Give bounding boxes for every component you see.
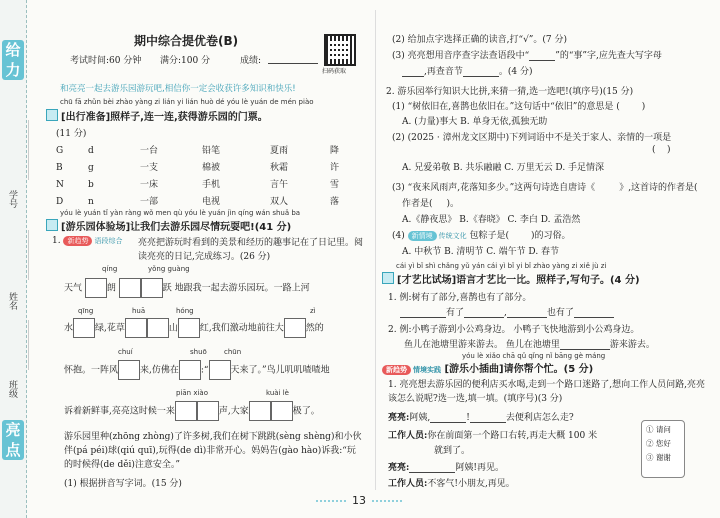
pinyin-item: qīng: [78, 307, 94, 315]
match-item[interactable]: 夏雨: [270, 146, 289, 156]
s3-2: 2. 例:小鸭子游到小公鸡身边。 小鸭子飞快地游到小公鸡身边。: [388, 325, 640, 335]
passage-text: 诉着新鲜事,亮亮这时候一来: [64, 406, 175, 417]
pinyin-item: shuō: [190, 348, 207, 356]
r-q3-line: [392, 48, 662, 61]
q1-text: 亮亮把游玩时看到的美景和经历的趣事记在了日记里。阅读亮亮的日记,完成练习。(26 分): [138, 238, 364, 262]
letter-item[interactable]: n: [88, 197, 94, 207]
char-box[interactable]: [178, 318, 200, 338]
char-box[interactable]: [179, 360, 201, 380]
q2-4-options: A. 中秋节 B. 清明节 C. 端午节 D. 春节: [402, 247, 560, 257]
qr-caption: 扫码获取: [322, 68, 347, 75]
q2-3-text-b: 》,这首诗的作者是(: [619, 183, 698, 193]
letters-left-col: [56, 143, 64, 211]
letter-item[interactable]: G: [56, 146, 64, 156]
s3-2-answer: [404, 337, 655, 350]
q1-line: [52, 236, 122, 246]
speaker: 亮亮:: [388, 413, 410, 423]
match-item[interactable]: 电视: [202, 197, 221, 207]
word-bank: [641, 420, 685, 478]
q2-3-options: A.《静夜思》 B.《春晓》 C. 李白 D. 孟浩然: [402, 215, 581, 225]
sec3-pinyin: cái yì bǐ shì chǎng yǔ yán cái yì bǐ yi bǐ zhào yàng zi xiě jù zi: [396, 262, 607, 270]
q2-4-badge-topic: 传统文化: [438, 232, 467, 240]
dialog-text: 不客气!小朋友,再见。: [427, 479, 515, 489]
passage-text: 来,仿佛在: [140, 365, 179, 376]
letter-item[interactable]: d: [88, 146, 94, 156]
gutter-line: [28, 320, 29, 370]
answer-blank[interactable]: [470, 422, 506, 423]
sec4-badge: 新趋势: [382, 365, 411, 375]
q2-2-paren[interactable]: ( ): [652, 145, 671, 155]
dialog-text: 你在前面第一个路口右转,再走大概 100 米: [427, 431, 598, 441]
s3-1: 1. 例:树有了部分,喜鹊也有了部分。: [388, 293, 532, 303]
word-bank-item: ① 请问: [646, 425, 671, 434]
match-item[interactable]: 双人: [270, 197, 289, 207]
passage-text: 然的: [305, 323, 324, 334]
char-box[interactable]: [197, 401, 219, 421]
char-box[interactable]: [85, 278, 107, 298]
sec4-badge-topic: 情境实践: [413, 366, 441, 374]
letters-right-col: [88, 143, 94, 211]
s3-2-text-c: 游来游去。: [609, 340, 655, 350]
sub-question-1: (1) 根据拼音写字词。(15 分): [64, 479, 182, 489]
dialog-text: 阿姨!再见。: [455, 463, 504, 473]
passage-text: 绿,花草: [95, 323, 125, 334]
column-divider: [375, 10, 376, 490]
word-bank-item: ② 您好: [646, 439, 671, 448]
passage-line-1: [64, 278, 310, 298]
char-box[interactable]: [175, 401, 197, 421]
q2-3-text-c: )。: [446, 199, 460, 209]
speaker: 工作人员:: [388, 431, 428, 441]
q2-4: [392, 228, 571, 241]
char-box[interactable]: [141, 278, 163, 298]
char-box[interactable]: [125, 318, 147, 338]
class-label: 班级: [7, 380, 17, 398]
sec1-heading: [46, 108, 268, 123]
letter-item[interactable]: B: [56, 163, 63, 173]
sec2-heading: [46, 218, 291, 233]
q2-3-text: (3) “夜来风雨声,花落知多少。”这两句诗选自唐诗《: [392, 183, 596, 193]
passage-line-2: [64, 318, 324, 338]
pinyin-item: kuài lè: [266, 389, 289, 397]
gutter-line: [28, 120, 29, 180]
passage-text: 山: [168, 323, 178, 334]
pinyin-item: hóng: [176, 307, 194, 315]
q2-1-text: (1) “树依旧在,喜鹊也依旧在。”这句话中“依旧”的意思是: [392, 102, 614, 112]
sec4-score: (5 分): [563, 364, 594, 375]
side-tab-top: 给力: [2, 40, 24, 80]
match-item[interactable]: 铅笔: [202, 146, 221, 156]
match-item[interactable]: 秋霜: [270, 163, 289, 173]
match-item[interactable]: 一床: [140, 180, 159, 190]
q2-4-badge: 新情境: [408, 231, 437, 241]
answer-blank[interactable]: [430, 422, 466, 423]
passage-text: :“: [200, 365, 209, 376]
char-box[interactable]: [249, 401, 271, 421]
dialog-line-4: [388, 476, 515, 489]
dialog-line-2b: 就到了。: [434, 446, 471, 456]
char-box[interactable]: [118, 360, 140, 380]
sec2-score: (41 分): [254, 222, 292, 233]
q2-4-text: 包粽子是(: [469, 231, 510, 241]
passage-text: 天来了。”鸟儿叽叽喳喳地: [230, 365, 330, 376]
s4-1: 1. 亮亮想去游乐园的便利店买水喝,走到一个路口迷路了,想向工作人员问路,亮亮该怎么说呢?选一选,填一填。(填序号)(3 分): [388, 380, 706, 404]
passage-line-4: [64, 401, 320, 421]
r-q3-line-2: [402, 64, 533, 77]
passage-text: 声,大家: [218, 406, 249, 417]
pinyin-yongguang: yǒng guàng: [148, 265, 190, 273]
section-icon: [46, 219, 58, 231]
sec3-title: [才艺比试场]语言才艺比一比。照样子,写句子。: [397, 275, 610, 286]
dialog-text: 阿姨,: [409, 413, 431, 423]
q2-3-author-label: 作者是(: [402, 199, 433, 209]
passage-text: 极了。: [292, 406, 320, 417]
riddle-col: [270, 143, 288, 211]
speaker: 工作人员:: [388, 479, 428, 489]
dialog-line-1: [388, 410, 574, 423]
qr-code: [324, 34, 356, 66]
dialog-text: 去便利店怎么走?: [505, 413, 574, 423]
passage-text: 天气: [64, 283, 83, 294]
sec4-pinyin: yóu lè xiǎo chā qǔ qǐng nǐ bāng gè máng: [462, 352, 606, 360]
passage-text: 朗: [106, 283, 116, 294]
r-q3-text-b: ”的“事”字,应先查大写字母: [555, 51, 662, 61]
passage-text: 怀抱。一阵风: [64, 365, 119, 376]
match-item[interactable]: 手机: [202, 180, 221, 190]
student-number-label: 学号: [7, 190, 17, 208]
answer-blank[interactable]: [402, 76, 424, 77]
char-box[interactable]: [147, 318, 169, 338]
match-item[interactable]: 许: [330, 163, 340, 173]
char-box[interactable]: [73, 318, 95, 338]
s3-1-comma: ,: [504, 308, 507, 318]
gutter-line: [28, 230, 29, 280]
sec1-score: (11 分): [56, 129, 87, 139]
char-box[interactable]: [119, 278, 141, 298]
match-item[interactable]: 棉被: [202, 163, 221, 173]
pinyin-qing: qíng: [102, 265, 118, 273]
passage-text: 地跟我一起去游乐园玩。一路上河: [174, 283, 310, 294]
s3-1-text: 有了: [446, 308, 465, 318]
exam-time: 考试时间:60 分钟: [70, 56, 142, 66]
q2-4-number: (4): [392, 231, 405, 241]
r-q2: (2) 给加点字选择正确的读音,打“√”。(7 分): [392, 35, 568, 45]
pinyin-item: huā: [132, 307, 146, 315]
passage-paragraph-2: 游乐园里种(zhōng zhòng)了许多树,我们在树下跳跳(sèng shèng)和小伙伴(pá péi)球(qiú quī),玩得(de dì)非常开心。妈妈告(gào hào)诉我:“玩的时候得(de děi)注意安全。”: [64, 432, 362, 470]
letter-item[interactable]: D: [56, 197, 64, 207]
word-bank-item: ③ 谢谢: [646, 453, 671, 462]
q2-1: (1) “树依旧在,喜鹊也依旧在。”这句话中“依旧”的意思是 ( ): [392, 102, 646, 112]
s3-1-answer: [400, 305, 614, 318]
q1-badge-topic: 语段综合: [94, 237, 123, 245]
section-icon: [382, 272, 394, 284]
char-col: [330, 143, 339, 211]
char-box[interactable]: [271, 401, 293, 421]
match-item[interactable]: 落: [330, 197, 340, 207]
score-blank[interactable]: [268, 63, 318, 64]
noun-col: [202, 143, 220, 211]
letter-item[interactable]: g: [88, 163, 94, 173]
measure-word-col: [140, 143, 158, 211]
dialog-line-3: [388, 460, 504, 473]
answer-blank[interactable]: [409, 472, 455, 473]
passage-line-3: [64, 360, 330, 380]
match-item[interactable]: 一支: [140, 163, 159, 173]
answer-blank[interactable]: [574, 317, 614, 318]
q2-4-text-b: )的习俗。: [531, 231, 571, 241]
footer-decoration: [316, 500, 346, 506]
sec2-title: [游乐园体验场]让我们去游乐园尽情玩耍吧!: [61, 222, 255, 233]
r-q3-text-d: 。(4 分): [498, 67, 533, 77]
q2-2: (2) (2025 · 漳州龙文区期中)下列词语中不是关于家人、亲情的一项是: [392, 133, 672, 143]
full-score: 满分:100 分: [160, 56, 211, 66]
footer-decoration: [372, 500, 402, 506]
side-tab-bottom: 亮点: [2, 420, 24, 460]
q2-heading: 2. 游乐园举行知识大比拼,来猜一猜,选一选吧!(填序号)(15 分): [386, 87, 634, 97]
binding-sidebar: [0, 0, 27, 518]
dialog-text: !: [466, 413, 470, 423]
q2-2-options: A. 兄爱弟敬 B. 共乐融融 C. 万里无云 D. 手足情深: [402, 163, 605, 173]
sec1-pinyin: chū fā zhǔn bèi zhào yàng zi lián yi lián huò dé yóu lè yuán de mén piào: [60, 98, 314, 106]
student-name-label: 姓名: [7, 292, 17, 310]
match-item[interactable]: 言午: [270, 180, 289, 190]
answer-blank[interactable]: [463, 76, 499, 77]
q2-3-line-2: [402, 196, 459, 209]
speaker: 亮亮:: [388, 463, 410, 473]
passage-text: 红,我们激动地前往大: [199, 323, 284, 334]
pinyin-item: piān xiào: [176, 389, 208, 397]
letter-item[interactable]: b: [88, 180, 94, 190]
passage-text: 水: [64, 323, 74, 334]
sec1-title: [出行准备]照样子,连一连,获得游乐园的门票。: [61, 112, 268, 123]
page-number: 13: [352, 494, 366, 507]
match-item[interactable]: 降: [330, 146, 340, 156]
q1-number: 1.: [52, 236, 61, 246]
answer-blank[interactable]: [507, 317, 547, 318]
sec2-pinyin: yóu lè yuán tǐ yàn ràng wǒ men qù yóu lè yuán jìn qíng wán shuǎ ba: [60, 209, 301, 217]
pinyin-item: chuí: [118, 348, 133, 356]
match-item[interactable]: 一台: [140, 146, 159, 156]
passage-text: 跃: [162, 283, 172, 294]
page-title: 期中综合提优卷(B): [134, 34, 239, 48]
match-item[interactable]: 一部: [140, 197, 159, 207]
section-icon: [46, 109, 58, 121]
dialog-line-2: [388, 428, 597, 441]
s3-2-text: 鱼儿在池塘里游来游去。 鱼儿在池塘里: [404, 340, 560, 350]
answer-blank[interactable]: [560, 349, 610, 350]
sec4-heading: [382, 360, 593, 375]
match-item[interactable]: 雪: [330, 180, 340, 190]
pinyin-item: zì: [310, 307, 316, 315]
score-label: 成绩:: [240, 56, 262, 66]
answer-blank[interactable]: [529, 60, 555, 61]
intro-banner: 和亮亮一起去游乐园游玩吧,相信你一定会收获许多知识和快乐!: [60, 84, 296, 94]
sec3-heading: [382, 271, 640, 286]
r-q3-text-c: ,再查音节: [424, 67, 463, 77]
letter-item[interactable]: N: [56, 180, 64, 190]
r-q3-text: (3) 亮亮想用音序查字法查语段中“: [392, 51, 530, 61]
q1-badge: 新趋势: [63, 236, 92, 246]
q2-1-options: A. (力量)事大 B. 单身无依,孤独无助: [402, 117, 548, 127]
answer-blank[interactable]: [400, 317, 446, 318]
s3-1-text-d: 也有了: [546, 308, 574, 318]
sec3-score: (4 分): [609, 275, 640, 286]
pinyin-item: chūn: [224, 348, 242, 356]
q2-3: [392, 180, 698, 193]
sec4-title: [游乐小插曲]请你帮个忙。: [444, 364, 564, 375]
answer-blank[interactable]: [464, 317, 504, 318]
char-box[interactable]: [209, 360, 231, 380]
char-box[interactable]: [284, 318, 306, 338]
